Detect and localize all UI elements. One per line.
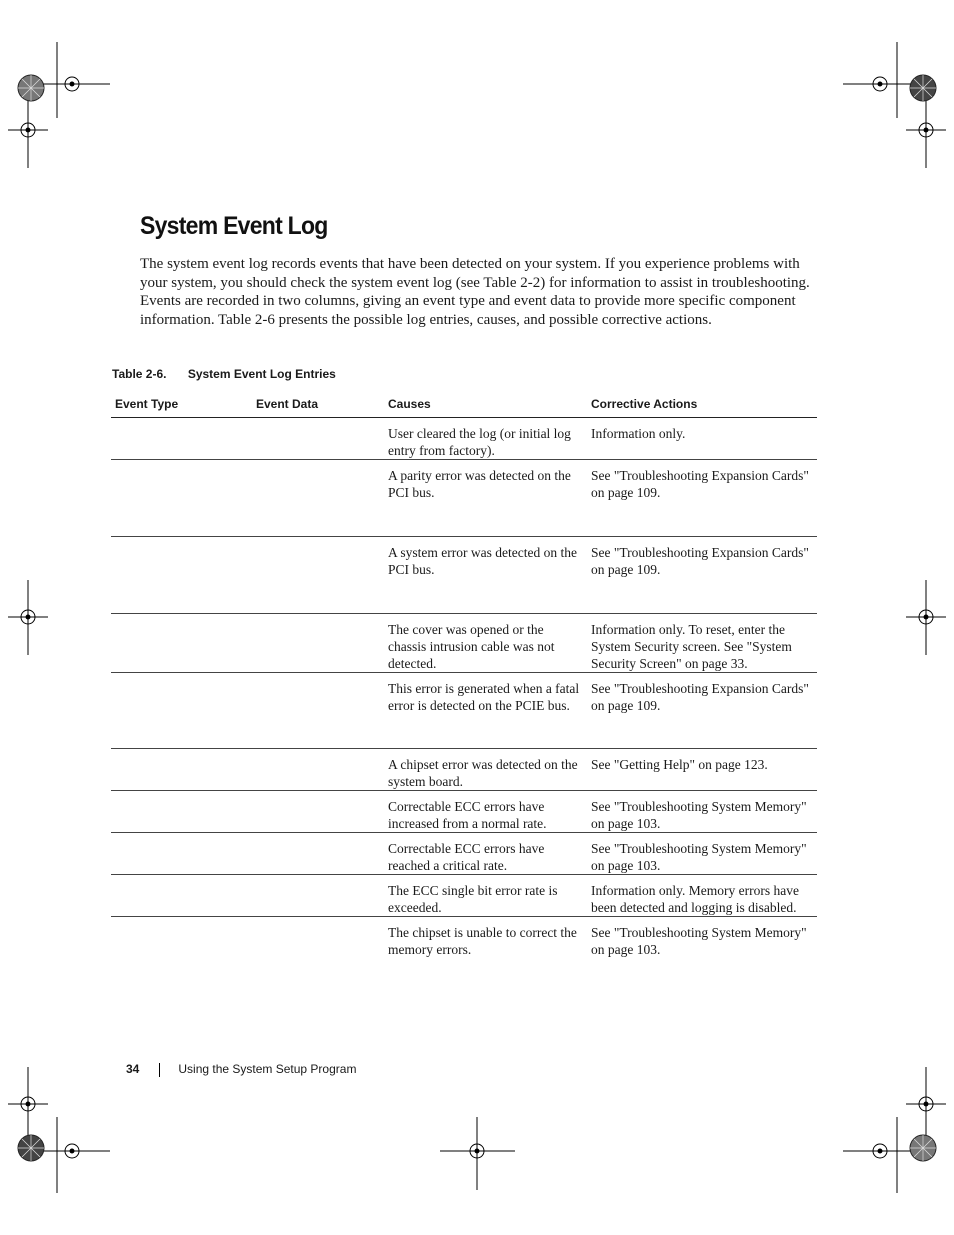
table-row xyxy=(111,833,817,875)
cell-action: See "Troubleshooting Expansion Cards" on page 109. xyxy=(587,537,817,614)
system-event-log-table xyxy=(111,394,817,959)
table-row xyxy=(111,791,817,833)
cell-event-data xyxy=(252,673,384,749)
header-event-type: Event Type xyxy=(111,394,252,418)
cell-cause: The chipset is unable to correct the memory errors. xyxy=(388,925,577,957)
cell-action: See "Troubleshooting System Memory" on page 103. xyxy=(587,833,817,875)
cell-action: Information only. xyxy=(587,418,817,460)
footer-divider xyxy=(159,1063,160,1077)
table-caption xyxy=(112,367,336,381)
cell-cause: This error is generated when a fatal error is detected on the PCIE bus. xyxy=(384,673,587,749)
cell-cause: Correctable ECC errors have reached a critical rate. xyxy=(384,833,587,875)
cell-action: Information only. Memory errors have been detected and logging is disabled. xyxy=(587,875,817,917)
header-event-data: Event Data xyxy=(252,394,384,418)
intro-paragraph: The system event log records events that have been detected on your system. If you experience problems with your system, you should check the system event log (see Table 2-2) for information to assist in troubleshooting. Events are recorded in two columns, giving an event type and event data to provide more specific component information. Table 2-6 presents the possible log entries, causes, and possible corrective actions. xyxy=(140,256,810,328)
table-row xyxy=(111,614,817,673)
cell-action: See "Getting Help" on page 123. xyxy=(587,749,817,791)
cell-event-data xyxy=(252,791,384,833)
cell-action: Information only. To reset, enter the System Security screen. See "System Security Screen" on page 33. xyxy=(587,614,817,673)
cell-cause: A parity error was detected on the PCI bus. xyxy=(384,460,587,537)
cell-cause: The cover was opened or the chassis intrusion cable was not detected. xyxy=(384,614,587,673)
table-caption-number: Table 2-6. xyxy=(112,367,167,381)
table-header-row xyxy=(111,394,817,418)
cell-event-type xyxy=(111,917,252,959)
table-row xyxy=(111,460,817,537)
table-row xyxy=(111,673,817,749)
cell-event-type xyxy=(111,833,252,875)
cell-event-type xyxy=(111,614,252,673)
cell-event-data xyxy=(252,418,384,460)
cell-event-data xyxy=(252,833,384,875)
page-title: System Event Log xyxy=(140,212,328,240)
cell-event-data xyxy=(252,749,384,791)
cell-action: See "Troubleshooting System Memory" on page 103. xyxy=(587,791,817,833)
cell-event-type xyxy=(111,673,252,749)
cell-cause: The ECC single bit error rate is exceeded. xyxy=(384,875,587,917)
cell-action: See "Troubleshooting System Memory" on page 103. xyxy=(591,925,807,957)
cell-cause: User cleared the log (or initial log entry from factory). xyxy=(384,418,587,460)
cell-cause: A chipset error was detected on the system board. xyxy=(384,749,587,791)
cell-event-type xyxy=(111,791,252,833)
table-caption-title: System Event Log Entries xyxy=(187,367,336,381)
page-footer xyxy=(126,1062,356,1077)
table-row xyxy=(111,875,817,917)
cell-event-data xyxy=(252,614,384,673)
cell-event-data xyxy=(252,460,384,537)
cell-cause: Correctable ECC errors have increased from a normal rate. xyxy=(384,791,587,833)
cell-event-data xyxy=(252,537,384,614)
cell-event-data xyxy=(252,875,384,917)
table-row xyxy=(111,749,817,791)
cell-event-type xyxy=(111,537,252,614)
table-row xyxy=(111,418,817,460)
page-number: 34 xyxy=(126,1062,140,1076)
cell-action: See "Troubleshooting Expansion Cards" on page 109. xyxy=(587,673,817,749)
cell-event-data xyxy=(252,917,384,959)
footer-section-title: Using the System Setup Program xyxy=(178,1062,357,1076)
header-corrective-actions: Corrective Actions xyxy=(587,394,817,418)
cell-event-type xyxy=(111,460,252,537)
table-row xyxy=(111,917,817,959)
cell-event-type xyxy=(111,749,252,791)
cell-event-type xyxy=(111,418,252,460)
cell-action: See "Troubleshooting Expansion Cards" on page 109. xyxy=(587,460,817,537)
cell-event-type xyxy=(111,875,252,917)
cell-cause: A system error was detected on the PCI bus. xyxy=(384,537,587,614)
header-causes: Causes xyxy=(384,394,587,418)
table-row xyxy=(111,537,817,614)
